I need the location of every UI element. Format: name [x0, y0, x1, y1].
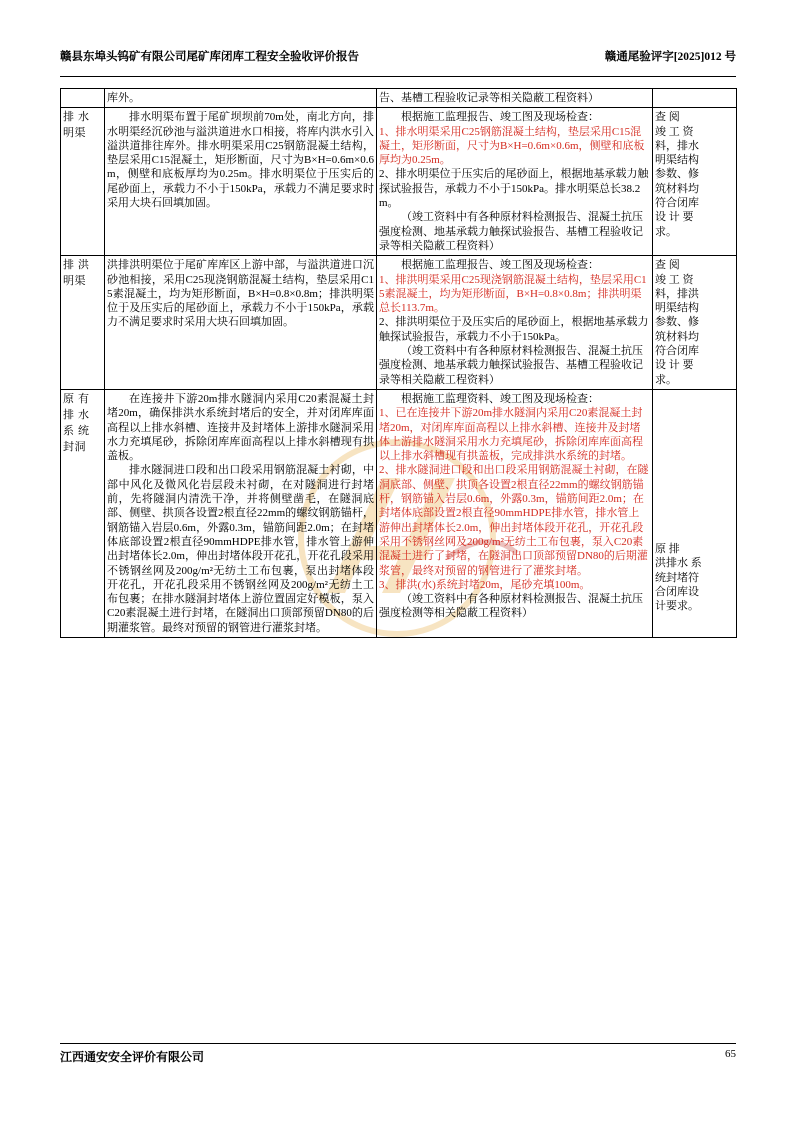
item-name-label: 排水 明渠 — [63, 111, 90, 140]
conclusion-line: 求。 — [655, 225, 677, 238]
conclusion-line: 料，排水 — [655, 139, 699, 152]
table-row — [61, 389, 737, 637]
footer-page-number: 65 — [725, 1048, 736, 1060]
conclusion-line: 料，排洪 — [655, 287, 699, 300]
cell-check-result — [377, 389, 653, 637]
conclusion-line: 明渠结构 — [655, 154, 699, 167]
desc-paragraph: 排水明渠布置于尾矿坝坝前70m处，南北方向，排水明渠经沉砂池与溢洪道进水口相接，将库内洪水引入溢洪道排往库外。排水明渠采用C25钢筋混凝土结构，垫层采用C15混凝土，矩形断面，尺寸为B×H=0.6m×0.6m，侧壁和底板厚均为0.25m。排水明渠位于压实后的尾砂面上，承载力不小于150kPa，承载力不满足要求时采用大块石回填加固。 — [107, 111, 374, 210]
item-name-label: 原有 排水 系统 封洞 — [63, 392, 90, 453]
desc-paragraph: 在连接井下游20m排水隧洞内采用C20素混凝土封堵20m，确保排洪水系统封堵后的安全，并对闭库库面高程以上排水斜槽、连接井及封堵体上游排水隧洞采用水力充填尾砂，拆除闭库库面高程以上排水斜槽现有拱盖板。 — [107, 392, 374, 463]
footer-divider — [60, 1043, 736, 1044]
check-paragraph: 根据施工监理报告、竣工图及现场检查： — [401, 111, 599, 124]
header-doc-number: 赣通尾验评字[2025]012 号 — [604, 51, 736, 63]
cell-check-result — [377, 89, 653, 108]
conclusion-line: 合闭库设 — [655, 585, 699, 598]
conclusion-line: 统封堵符 — [655, 571, 699, 584]
inspection-table — [60, 88, 737, 638]
desc-line: 库外。 — [107, 92, 140, 104]
check-paragraph: 1、排洪明渠采用C25现浇钢筋混凝土结构，垫层采用C15素混凝土，均为矩形断面，B×H=0.8×0.8m；排洪明渠总长113.7m。 — [379, 273, 647, 315]
cell-conclusion — [653, 389, 737, 637]
conclusion-line: 符合闭库 — [655, 197, 699, 210]
check-paragraph: 2、排水隧洞进口段和出口段采用钢筋混凝土衬砌，在隧洞底部、侧壁、拱顶各设置2根直径22mm的螺纹钢筋锚杆，钢筋锚入岩层0.6m，外露0.3m，锚筋间距2.0m；在封堵体底部设置2根直径90mmHDPE排水管，排水管上游伸出封堵体长2.0m，伸出封堵体段开花孔，开花孔段采用不锈钢丝网及200g/m²无纺土工布包裹，泵入C20素混凝土进行了封堵，在隧洞出口顶部预留DN80的后期灌浆管，最终对预留的钢管进行了灌浆封堵。 — [379, 464, 649, 577]
conclusion-line: 筑材料均 — [655, 182, 699, 195]
conclusion-line: 筑材料均 — [655, 330, 699, 343]
cell-item-name — [61, 89, 105, 108]
check-paragraph: 根据施工监理报告、竣工图及现场检查： — [401, 259, 599, 272]
desc-paragraph: 洪排洪明渠位于尾矿库库区上游中部，与溢洪道进口沉砂池相接，采用C25现浇钢筋混凝土结构，垫层采用C15素混凝土，均为矩形断面，B×H=0.8×0.8m；排洪明渠位于及压实后的尾砂面上，承载力不小于150kPa，承载力不满足要求时采用大块石回填加固。 — [107, 259, 374, 329]
cell-design-description — [105, 108, 377, 256]
cell-design-description — [105, 256, 377, 390]
cell-check-result — [377, 108, 653, 256]
conclusion-line: 求。 — [655, 373, 677, 386]
conclusion-line: 设 计 要 — [655, 359, 694, 372]
cell-conclusion — [653, 89, 737, 108]
conclusion-line: 计要求。 — [655, 600, 699, 613]
conclusion-line: 参数、修 — [655, 168, 699, 181]
table-row — [61, 108, 737, 256]
conclusion-line: 查 阅 — [655, 259, 680, 272]
cell-conclusion — [653, 256, 737, 390]
cell-conclusion — [653, 108, 737, 256]
cell-item-name — [61, 108, 105, 256]
item-name-label: 排洪 明渠 — [63, 259, 90, 288]
check-paragraph: 1、排水明渠采用C25钢筋混凝土结构，垫层采用C15混凝土，矩形断面，尺寸为B×H=0.6m×0.6m，侧壁和底板厚均为0.25m。 — [379, 125, 645, 167]
check-paragraph: 2、排水明渠位于压实后的尾砂面上，根据地基承载力触探试验报告，承载力不小于150kPa。排水明渠总长38.2m。 — [379, 168, 649, 210]
header-divider — [60, 76, 736, 77]
table-row — [61, 256, 737, 390]
page-footer — [60, 1048, 736, 1065]
cell-item-name — [61, 256, 105, 390]
conclusion-line: 明渠结构 — [655, 302, 699, 315]
conclusion-line: 洪排水 系 — [655, 557, 702, 570]
header-report-title: 赣县东埠头钨矿有限公司尾矿库闭库工程安全验收评价报告 — [60, 51, 359, 63]
page-header — [60, 48, 736, 64]
check-paragraph: 3、排洪(水)系统封堵20m，尾砂充填100m。 — [379, 578, 591, 591]
cell-design-description — [105, 389, 377, 637]
conclusion-line: 符合闭库 — [655, 345, 699, 358]
check-paragraph: 根据施工监理资料、竣工图及现场检查： — [401, 392, 599, 405]
table-row — [61, 89, 737, 108]
footer-company-name: 江西通安安全评价有限公司 — [60, 1050, 205, 1064]
check-paragraph: （竣工资料中有各种原材料检测报告、混凝土抗压强度检测、地基承载力触探试验报告、基槽工程验收记录等相关隐蔽工程资料） — [379, 345, 643, 386]
check-paragraph: （竣工资料中有各种原材料检测报告、混凝土抗压强度检测、地基承载力触探试验报告、基槽工程验收记录等相关隐蔽工程资料） — [379, 211, 643, 252]
conclusion-line: 原 排 — [655, 542, 680, 555]
conclusion-line: 参数、修 — [655, 316, 699, 329]
check-paragraph: 1、已在连接井下游20m排水隧洞内采用C20素混凝土封堵20m，对闭库库面高程以上排水斜槽、连接井及封堵体上游排水隧洞采用水力充填尾砂，拆除闭库库面高程以上排水斜槽现有拱盖板，完成排洪水系统的封堵。 — [379, 407, 643, 463]
conclusion-line: 竣 工 资 — [655, 273, 694, 286]
check-paragraph: 2、排洪明渠位于及压实后的尾砂面上，根据地基承载力触探试验报告，承载力不小于150kPa。 — [379, 316, 649, 343]
cell-item-name — [61, 389, 105, 637]
cell-design-description — [105, 89, 377, 108]
check-line: 告、基槽工程验收记录等相关隐蔽工程资料） — [379, 92, 599, 104]
conclusion-line: 查 阅 — [655, 111, 680, 124]
conclusion-line: 设 计 要 — [655, 211, 694, 224]
cell-check-result — [377, 256, 653, 390]
conclusion-line: 竣 工 资 — [655, 125, 694, 138]
check-paragraph: （竣工资料中有各种原材料检测报告、混凝土抗压强度检测等相关隐蔽工程资料） — [379, 593, 643, 620]
desc-paragraph: 排水隧洞进口段和出口段采用钢筋混凝土衬砌，中部中风化及微风化岩层段未衬砌，在对隧洞进行封堵前，先将隧洞内清洗干净，并将侧壁凿毛，在隧洞底部、侧壁、拱顶各设置2根直径22mm的螺纹钢筋锚杆，钢筋锚入岩层0.6m，外露0.3m，锚筋间距2.0m；在封堵体底部设置2根直径90mmHDPE排水管，排水管上游伸出封堵体长2.0m，伸出封堵体段开花孔，开花孔段采用不锈钢丝网及200g/m²无纺土工布包裹，泵出封堵体段开花孔，开花孔段采用不锈钢丝网及200g/m²无纺土工布包裹；在排水隧洞封堵体上游位置固定好模板，泵入C20素混凝土进行封堵，在隧洞出口顶部预留DN80的后期灌浆管。最终对预留的钢管进行灌浆封堵。 — [107, 464, 374, 634]
